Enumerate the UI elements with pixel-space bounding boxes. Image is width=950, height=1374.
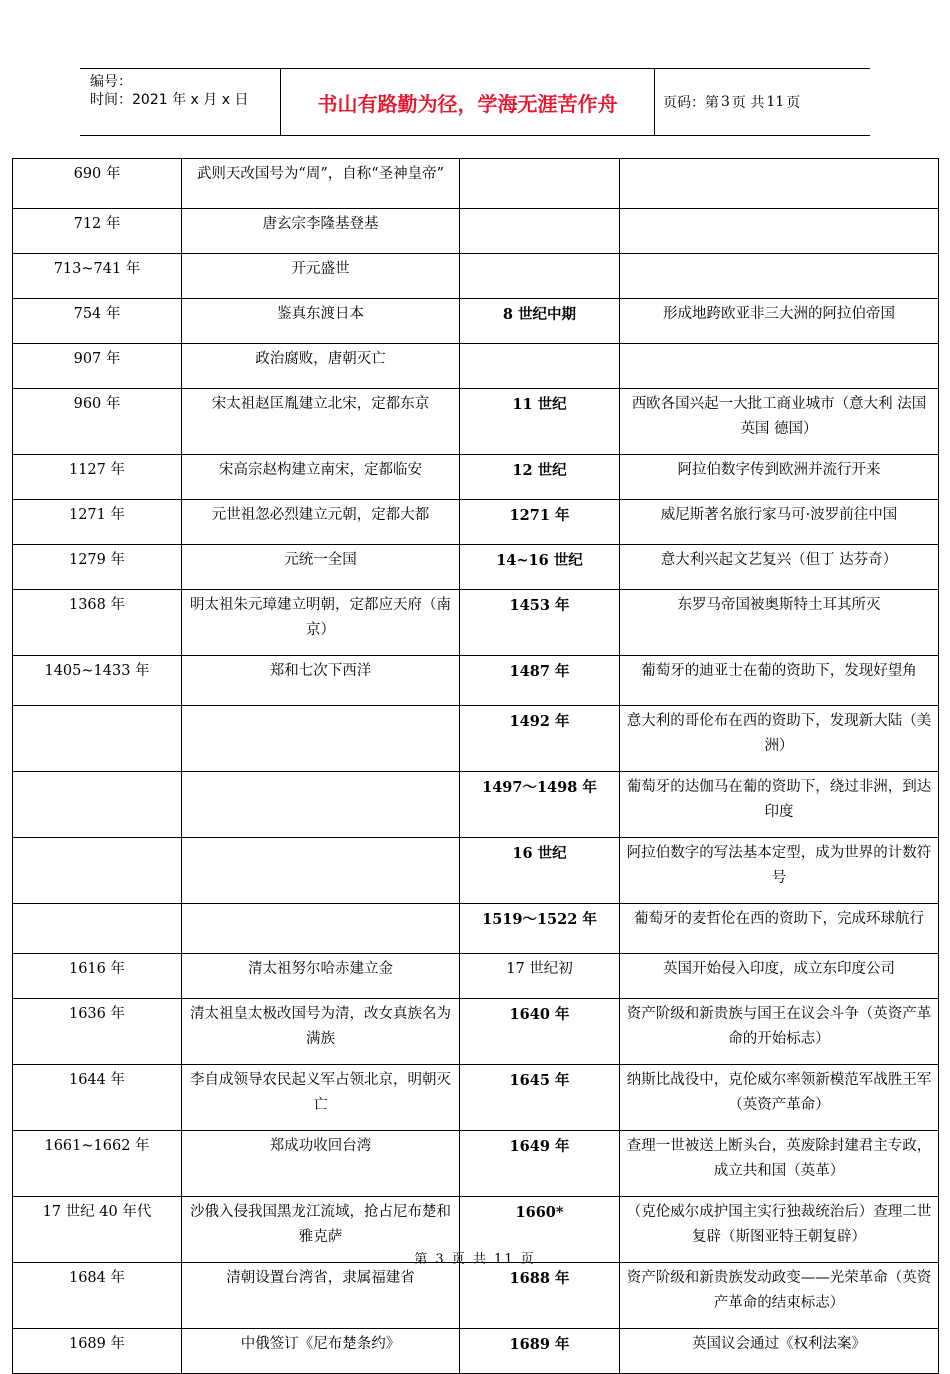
china-event-cell: 政治腐败，唐朝灭亡 <box>182 344 460 389</box>
china-year-cell: 1644 年 <box>13 1065 182 1131</box>
china-year-cell <box>13 772 182 838</box>
page-footer: 第 3 页 共 11 页 <box>414 1252 536 1267</box>
world-event-cell <box>620 159 939 209</box>
world-event-cell: 东罗马帝国被奥斯特土耳其所灭 <box>620 590 939 656</box>
page-prefix: 页码：第 <box>663 95 719 111</box>
china-event-cell: 中俄签订《尼布楚条约》 <box>182 1329 460 1374</box>
world-year-cell <box>460 254 620 299</box>
time-label: 时间：2021 年 x 月 x 日 <box>90 92 249 108</box>
table-row <box>13 1263 939 1329</box>
china-year-cell: 17 世纪 40 年代 <box>13 1197 182 1263</box>
china-year-cell: 1689 年 <box>13 1329 182 1374</box>
china-event-cell <box>182 706 460 772</box>
table-row <box>13 455 939 500</box>
header-motto: 书山有路勤为径，学海无涯苦作舟 <box>281 69 655 135</box>
china-year-cell: 1279 年 <box>13 545 182 590</box>
world-event-cell: 英国议会通过《权利法案》 <box>620 1329 939 1374</box>
table-row <box>13 159 939 209</box>
china-event-cell: 郑和七次下西洋 <box>182 656 460 706</box>
china-year-cell: 1616 年 <box>13 954 182 999</box>
header-info-cell <box>80 69 281 135</box>
table-row <box>13 999 939 1065</box>
world-event-cell <box>620 254 939 299</box>
world-year-cell: 1487 年 <box>460 656 620 706</box>
world-year-cell <box>460 159 620 209</box>
world-year-cell: 17 世纪初 <box>460 954 620 999</box>
table-row <box>13 656 939 706</box>
world-year-cell: 11 世纪 <box>460 389 620 455</box>
header-page-info <box>655 69 870 135</box>
china-event-cell: 鉴真东渡日本 <box>182 299 460 344</box>
china-event-cell: 开元盛世 <box>182 254 460 299</box>
page-header <box>80 68 870 136</box>
world-event-cell: 葡萄牙的达伽马在葡的资助下，绕过非洲，到达印度 <box>620 772 939 838</box>
world-year-cell: 1519～1522 年 <box>460 904 620 954</box>
world-year-cell: 1271 年 <box>460 500 620 545</box>
world-event-cell: 葡萄牙的麦哲伦在西的资助下，完成环球航行 <box>620 904 939 954</box>
china-event-cell: 清太祖努尔哈赤建立金 <box>182 954 460 999</box>
world-event-cell: （克伦威尔成护国主实行独裁统治后）查理二世复辟（斯图亚特王朝复辟） <box>620 1197 939 1263</box>
table-row <box>13 838 939 904</box>
table-row <box>13 772 939 838</box>
world-year-cell: 1492 年 <box>460 706 620 772</box>
world-event-cell: 意大利的哥伦布在西的资助下，发现新大陆（美洲） <box>620 706 939 772</box>
china-event-cell: 宋高宗赵构建立南宋，定都临安 <box>182 455 460 500</box>
china-year-cell: 1271 年 <box>13 500 182 545</box>
china-event-cell: 明太祖朱元璋建立明朝，定都应天府（南京） <box>182 590 460 656</box>
world-event-cell: 查理一世被送上断头台，英废除封建君主专政，成立共和国（英革） <box>620 1131 939 1197</box>
table-row <box>13 706 939 772</box>
world-year-cell: 1689 年 <box>460 1329 620 1374</box>
china-year-cell: 690 年 <box>13 159 182 209</box>
world-year-cell <box>460 344 620 389</box>
world-year-cell: 1453 年 <box>460 590 620 656</box>
china-event-cell <box>182 838 460 904</box>
china-event-cell: 武则天改国号为“周”，自称“圣神皇帝” <box>182 159 460 209</box>
history-table <box>12 158 939 1374</box>
china-year-cell: 1684 年 <box>13 1263 182 1329</box>
table-row <box>13 904 939 954</box>
world-year-cell: 12 世纪 <box>460 455 620 500</box>
china-year-cell <box>13 838 182 904</box>
world-event-cell <box>620 344 939 389</box>
china-event-cell: 元世祖忽必烈建立元朝，定都大都 <box>182 500 460 545</box>
world-event-cell: 资产阶级和新贵族发动政变——光荣革命（英资产革命的结束标志） <box>620 1263 939 1329</box>
world-year-cell: 16 世纪 <box>460 838 620 904</box>
world-event-cell: 威尼斯著名旅行家马可·波罗前往中国 <box>620 500 939 545</box>
china-event-cell: 清太祖皇太极改国号为清，改女真族名为满族 <box>182 999 460 1065</box>
china-year-cell: 1636 年 <box>13 999 182 1065</box>
world-event-cell: 英国开始侵入印度，成立东印度公司 <box>620 954 939 999</box>
table-row <box>13 1329 939 1374</box>
table-row <box>13 500 939 545</box>
china-year-cell: 960 年 <box>13 389 182 455</box>
table-row <box>13 344 939 389</box>
world-event-cell: 葡萄牙的迪亚士在葡的资助下，发现好望角 <box>620 656 939 706</box>
china-year-cell: 713~741 年 <box>13 254 182 299</box>
number-label: 编号： <box>90 74 132 90</box>
world-event-cell: 形成地跨欧亚非三大洲的阿拉伯帝国 <box>620 299 939 344</box>
china-event-cell: 沙俄入侵我国黑龙江流域，抢占尼布楚和雅克萨 <box>182 1197 460 1263</box>
table-row <box>13 954 939 999</box>
china-year-cell <box>13 706 182 772</box>
china-year-cell: 754 年 <box>13 299 182 344</box>
table-row <box>13 389 939 455</box>
page-total: 11 <box>766 94 785 110</box>
china-event-cell: 郑成功收回台湾 <box>182 1131 460 1197</box>
world-event-cell <box>620 209 939 254</box>
world-year-cell: 14~16 世纪 <box>460 545 620 590</box>
china-year-cell: 1127 年 <box>13 455 182 500</box>
world-event-cell: 阿拉伯数字传到欧洲并流行开来 <box>620 455 939 500</box>
page-current: 3 <box>721 94 730 110</box>
china-event-cell: 宋太祖赵匡胤建立北宋，定都东京 <box>182 389 460 455</box>
table-row <box>13 545 939 590</box>
world-year-cell: 1649 年 <box>460 1131 620 1197</box>
world-event-cell: 资产阶级和新贵族与国王在议会斗争（英资产革命的开始标志） <box>620 999 939 1065</box>
world-event-cell: 纳斯比战役中，克伦威尔率领新模范军战胜王军（英资产革命） <box>620 1065 939 1131</box>
table-row <box>13 299 939 344</box>
table-row <box>13 254 939 299</box>
page-mid: 页 共 <box>731 95 765 111</box>
table-row <box>13 1065 939 1131</box>
world-year-cell: 8 世纪中期 <box>460 299 620 344</box>
table-row <box>13 1131 939 1197</box>
table-row <box>13 209 939 254</box>
world-event-cell: 阿拉伯数字的写法基本定型，成为世界的计数符号 <box>620 838 939 904</box>
china-year-cell: 1405~1433 年 <box>13 656 182 706</box>
world-year-cell <box>460 209 620 254</box>
china-event-cell: 清朝设置台湾省，隶属福建省 <box>182 1263 460 1329</box>
world-year-cell: 1660* <box>460 1197 620 1263</box>
china-event-cell: 李自成领导农民起义军占领北京，明朝灭亡 <box>182 1065 460 1131</box>
china-year-cell: 712 年 <box>13 209 182 254</box>
china-event-cell: 元统一全国 <box>182 545 460 590</box>
world-event-cell: 意大利兴起文艺复兴（但丁 达芬奇） <box>620 545 939 590</box>
china-year-cell: 907 年 <box>13 344 182 389</box>
world-year-cell: 1645 年 <box>460 1065 620 1131</box>
table-row <box>13 590 939 656</box>
china-event-cell <box>182 772 460 838</box>
world-year-cell: 1640 年 <box>460 999 620 1065</box>
page-suffix: 页 <box>786 95 801 111</box>
china-event-cell <box>182 904 460 954</box>
world-year-cell: 1497～1498 年 <box>460 772 620 838</box>
world-event-cell: 西欧各国兴起一大批工商业城市（意大利 法国 英国 德国） <box>620 389 939 455</box>
china-year-cell: 1368 年 <box>13 590 182 656</box>
china-year-cell: 1661~1662 年 <box>13 1131 182 1197</box>
china-event-cell: 唐玄宗李隆基登基 <box>182 209 460 254</box>
china-year-cell <box>13 904 182 954</box>
world-year-cell: 1688 年 <box>460 1263 620 1329</box>
